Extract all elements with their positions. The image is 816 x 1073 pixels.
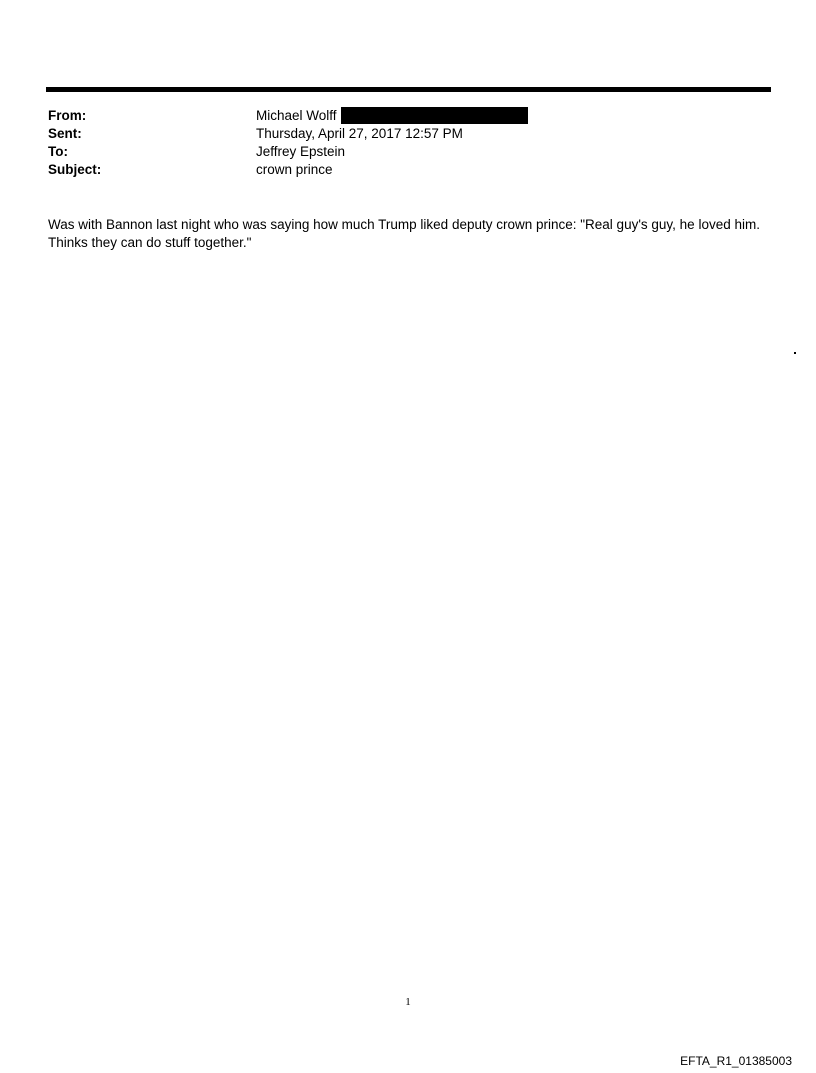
subject-value: crown prince — [256, 162, 333, 177]
sent-row — [48, 125, 768, 143]
sender-name: Michael Wolff — [256, 108, 337, 123]
header-divider — [46, 87, 771, 92]
sent-label: Sent: — [48, 126, 82, 141]
subject-label: Subject: — [48, 162, 102, 177]
document-id: EFTA_R1_01385003 — [680, 1054, 792, 1068]
to-value: Jeffrey Epstein — [256, 144, 346, 159]
from-value — [256, 107, 528, 125]
from-label: From: — [48, 108, 87, 123]
to-label: To: — [48, 144, 68, 159]
email-header — [48, 107, 768, 179]
scan-speck — [794, 352, 796, 354]
email-body — [48, 216, 778, 252]
redaction-block — [341, 107, 528, 124]
to-row — [48, 143, 768, 161]
subject-row — [48, 161, 768, 179]
body-paragraph: Was with Bannon last night who was saying how much Trump liked deputy crown prince: "Real guy's guy, he loved him. Thinks they can do stuff together." — [48, 217, 760, 250]
from-row — [48, 107, 768, 125]
sent-value: Thursday, April 27, 2017 12:57 PM — [256, 126, 463, 141]
page-number: 1 — [405, 996, 411, 1008]
